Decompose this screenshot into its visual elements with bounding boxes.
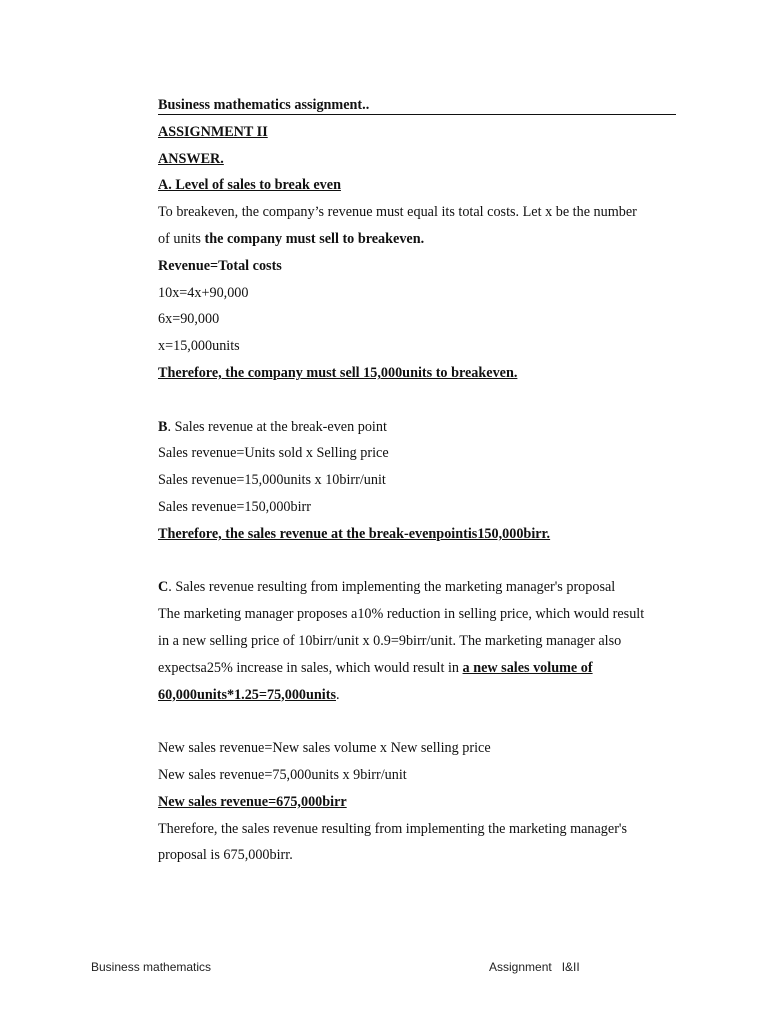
spacer xyxy=(158,548,678,575)
section-c-para-line4 xyxy=(158,682,678,709)
section-b-heading xyxy=(158,414,678,441)
section-c-formula: New sales revenue=New sales volume x New selling price xyxy=(158,740,491,757)
section-a-conclusion-row xyxy=(158,360,678,387)
section-a-heading xyxy=(158,172,678,199)
spacer xyxy=(158,708,678,735)
section-a-intro-line2 xyxy=(158,226,678,253)
footer-right: Assignment I&II xyxy=(489,960,580,974)
title-row xyxy=(158,92,678,119)
section-b-step1: Sales revenue=15,000units x 10birr/unit xyxy=(158,472,386,489)
section-c-para-line2: in a new selling price of 10birr/unit x 0.9=9birr/unit. The marketing manager also xyxy=(158,632,622,649)
section-c-para-line3 xyxy=(158,655,678,682)
footer-left: Business mathematics xyxy=(91,960,212,974)
section-c-step1: New sales revenue=75,000units x 9birr/unit xyxy=(158,766,407,783)
section-a-intro-bold: the company must sell to breakeven. xyxy=(204,230,425,247)
section-c-para-line1: The marketing manager proposes a10% reduction in selling price, which would result xyxy=(158,606,645,623)
section-a-intro-line1: To breakeven, the company’s revenue must equal its total costs. Let x be the number xyxy=(158,204,637,221)
section-c-heading xyxy=(158,574,678,601)
assignment-heading xyxy=(158,119,678,146)
section-c-conclusion-line1: Therefore, the sales revenue resulting from implementing the marketing manager's xyxy=(158,820,627,837)
section-b-heading-text: . Sales revenue at the break-even point xyxy=(167,418,387,435)
assignment-label: ASSIGNMENT II xyxy=(158,123,268,140)
document-body xyxy=(158,92,678,869)
answer-label: ANSWER. xyxy=(158,150,224,167)
section-a-intro-plain: of units xyxy=(158,230,205,247)
section-c-para-line3-plain: expectsa25% increase in sales, which would result in xyxy=(158,659,463,676)
section-c-para-line3-bold: a new sales volume of xyxy=(462,659,593,676)
section-a-equation-label: Revenue=Total costs xyxy=(158,257,282,274)
section-c-heading-text: . Sales revenue resulting from implementing the marketing manager's proposal xyxy=(168,579,616,596)
section-c-para-line4-end: . xyxy=(335,686,340,703)
section-a-step3: x=15,000units xyxy=(158,338,240,355)
section-a-conclusion: Therefore, the company must sell 15,000units to breakeven. xyxy=(158,364,518,381)
section-b-conclusion: Therefore, the sales revenue at the break-evenpointis150,000birr. xyxy=(158,525,551,542)
document-title: Business mathematics assignment.. xyxy=(158,97,676,115)
section-b-step2: Sales revenue=150,000birr xyxy=(158,498,311,515)
section-b-letter: B xyxy=(158,418,168,435)
answer-heading xyxy=(158,146,678,173)
section-a-step1: 10x=4x+90,000 xyxy=(158,284,249,301)
section-a-heading-text: A. Level of sales to break even xyxy=(158,177,341,194)
section-c-result-row xyxy=(158,789,678,816)
section-c-para-line4-bold: 60,000units*1.25=75,000units xyxy=(158,686,336,703)
section-c-letter: C xyxy=(158,579,169,596)
section-b-conclusion-row xyxy=(158,521,678,548)
section-a-step2: 6x=90,000 xyxy=(158,311,220,328)
section-b-formula: Sales revenue=Units sold x Selling price xyxy=(158,445,389,462)
spacer xyxy=(158,387,678,414)
section-c-conclusion-line2: proposal is 675,000birr. xyxy=(158,847,293,864)
section-c-result: New sales revenue=675,000birr xyxy=(158,793,347,810)
